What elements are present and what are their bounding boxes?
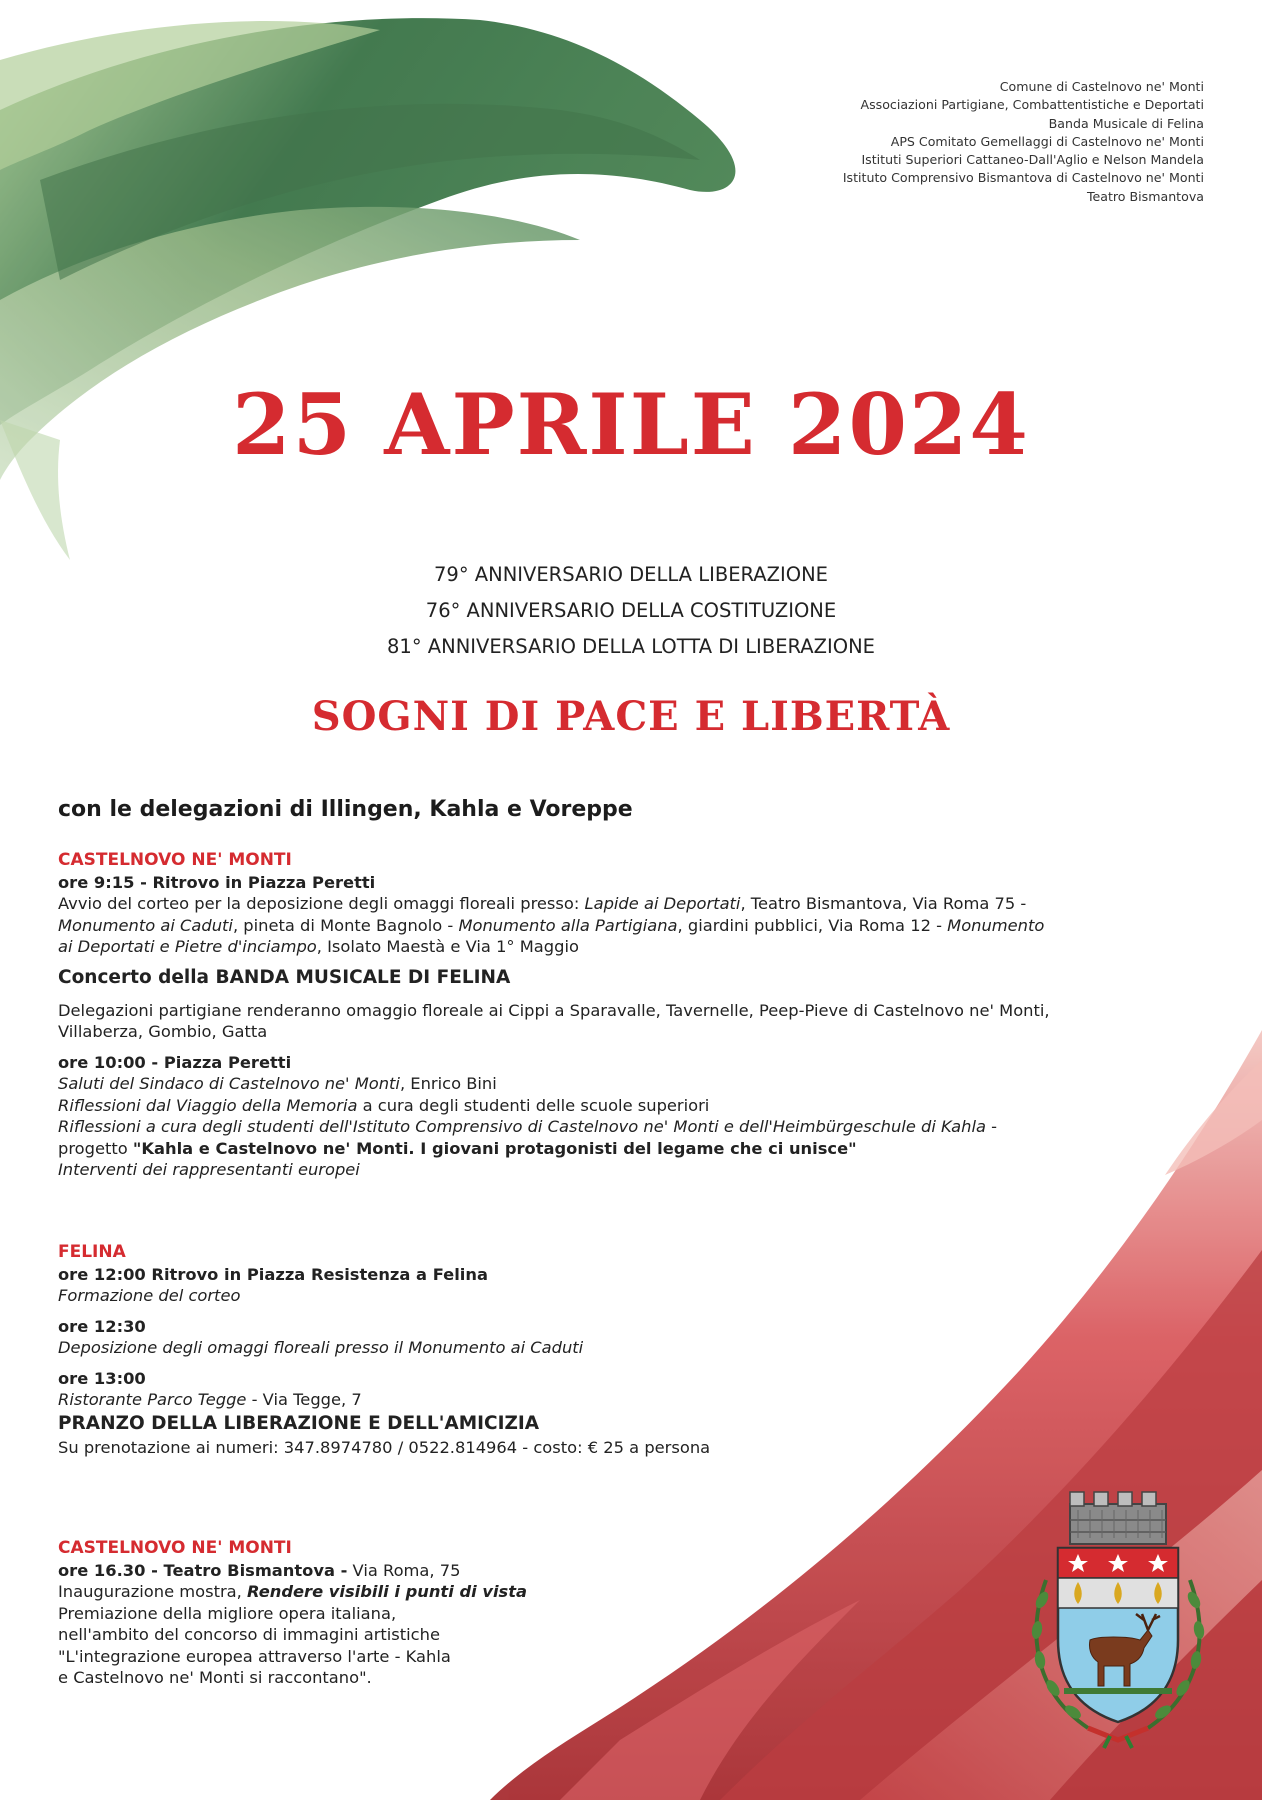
- program-line: Premiazione della migliore opera italiana,: [58, 1603, 397, 1623]
- main-title: 25 APRILE 2024: [232, 375, 1030, 474]
- section-location: CASTELNOVO NE' MONTI: [58, 850, 292, 870]
- program-line: Saluti del Sindaco di Castelnovo ne' Monti, Enrico Bini: [58, 1074, 497, 1093]
- program-section-castelnovo-morning: [58, 850, 1208, 1181]
- organizer-line: Comune di Castelnovo ne' Monti: [999, 79, 1204, 94]
- program-line: Villaberza, Gombio, Gatta: [58, 1022, 268, 1041]
- program-section-felina: [58, 1242, 1208, 1458]
- organizer-line: Associazioni Partigiane, Combattentistiche e Deportati: [860, 97, 1204, 113]
- program-line: Monumento ai Caduti, pineta di Monte Bagnolo - Monumento alla Partigiana, giardini pubblici, Via Roma 12 - Monumento: [58, 915, 1045, 935]
- program-line: Interventi dei rappresentanti europei: [58, 1160, 360, 1179]
- organizer-line: Istituto Comprensivo Bismantova di Castelnovo ne' Monti: [842, 170, 1204, 186]
- anniversary-line: 79° ANNIVERSARIO DELLA LIBERAZIONE: [434, 563, 828, 586]
- concert-heading: Concerto della BANDA MUSICALE DI FELINA: [58, 966, 511, 988]
- program-line: Avvio del corteo per la deposizione degli omaggi floreali presso: Lapide ai Deportati, Teatro Bismantova, Via Roma 75 -: [58, 894, 1027, 913]
- organizer-line: APS Comitato Gemellaggi di Castelnovo ne' Monti: [890, 133, 1204, 149]
- schedule-time: ore 13:00: [58, 1368, 146, 1388]
- program-line: Inaugurazione mostra, Rendere visibili i punti di vista: [58, 1582, 528, 1601]
- section-location: FELINA: [58, 1242, 126, 1262]
- schedule-time: ore 12:30: [58, 1316, 146, 1336]
- section-location: CASTELNOVO NE' MONTI: [58, 1538, 292, 1558]
- program-line: Ristorante Parco Tegge - Via Tegge, 7: [58, 1390, 362, 1409]
- anniversary-line: 81° ANNIVERSARIO DELLA LOTTA DI LIBERAZIONE: [387, 635, 875, 658]
- organizer-line: Banda Musicale di Felina: [1048, 115, 1204, 131]
- schedule-time: ore 16.30 - Teatro Bismantova - Via Roma, 75: [58, 1560, 461, 1580]
- organizer-line: Teatro Bismantova: [1086, 188, 1204, 204]
- program-line: ai Deportati e Pietre d'inciampo, Isolato Maestà e Via 1° Maggio: [58, 937, 579, 956]
- event-subtitle: SOGNI DI PACE E LIBERTÀ: [311, 693, 951, 740]
- anniversaries-block: [0, 557, 1262, 665]
- program-line: Riflessioni dal Viaggio della Memoria a cura degli studenti delle scuole superiori: [58, 1095, 710, 1115]
- lunch-heading: PRANZO DELLA LIBERAZIONE E DELL'AMICIZIA: [58, 1412, 540, 1434]
- organizer-line: Istituti Superiori Cattaneo-Dall'Aglio e Nelson Mandela: [861, 152, 1204, 168]
- organizers-list: [843, 78, 1204, 206]
- program-line: progetto "Kahla e Castelnovo ne' Monti. I giovani protagonisti del legame che ci unisce": [58, 1138, 857, 1158]
- program-line: "L'integrazione europea attraverso l'arte - Kahla: [58, 1646, 451, 1666]
- program-line: Riflessioni a cura degli studenti dell'Istituto Comprensivo di Castelnovo ne' Monti e dell'Heimbürgeschule di Kahla -: [58, 1117, 998, 1136]
- municipal-coat-of-arms-icon: [1018, 1490, 1218, 1750]
- program-line: nell'ambito del concorso di immagini artistiche: [58, 1625, 440, 1644]
- anniversary-line: 76° ANNIVERSARIO DELLA COSTITUZIONE: [425, 599, 837, 622]
- delegations-heading: con le delegazioni di Illingen, Kahla e Voreppe: [58, 797, 633, 822]
- program-line: Formazione del corteo: [58, 1286, 241, 1305]
- program-line: e Castelnovo ne' Monti si raccontano".: [58, 1668, 372, 1687]
- schedule-time: ore 9:15 - Ritrovo in Piazza Peretti: [58, 872, 376, 892]
- schedule-time: ore 10:00 - Piazza Peretti: [58, 1052, 292, 1072]
- green-brush-stroke: [0, 18, 735, 560]
- booking-info: Su prenotazione ai numeri: 347.8974780 / 0522.814964 - costo: € 25 a persona: [58, 1437, 711, 1457]
- program-line: Delegazioni partigiane renderanno omaggio floreale ai Cippi a Sparavalle, Tavernelle, Peep-Pieve di Castelnovo ne' Monti,: [58, 1000, 1050, 1020]
- schedule-time: ore 12:00 Ritrovo in Piazza Resistenza a Felina: [58, 1264, 488, 1284]
- program-line: Deposizione degli omaggi floreali presso il Monumento ai Caduti: [58, 1338, 584, 1357]
